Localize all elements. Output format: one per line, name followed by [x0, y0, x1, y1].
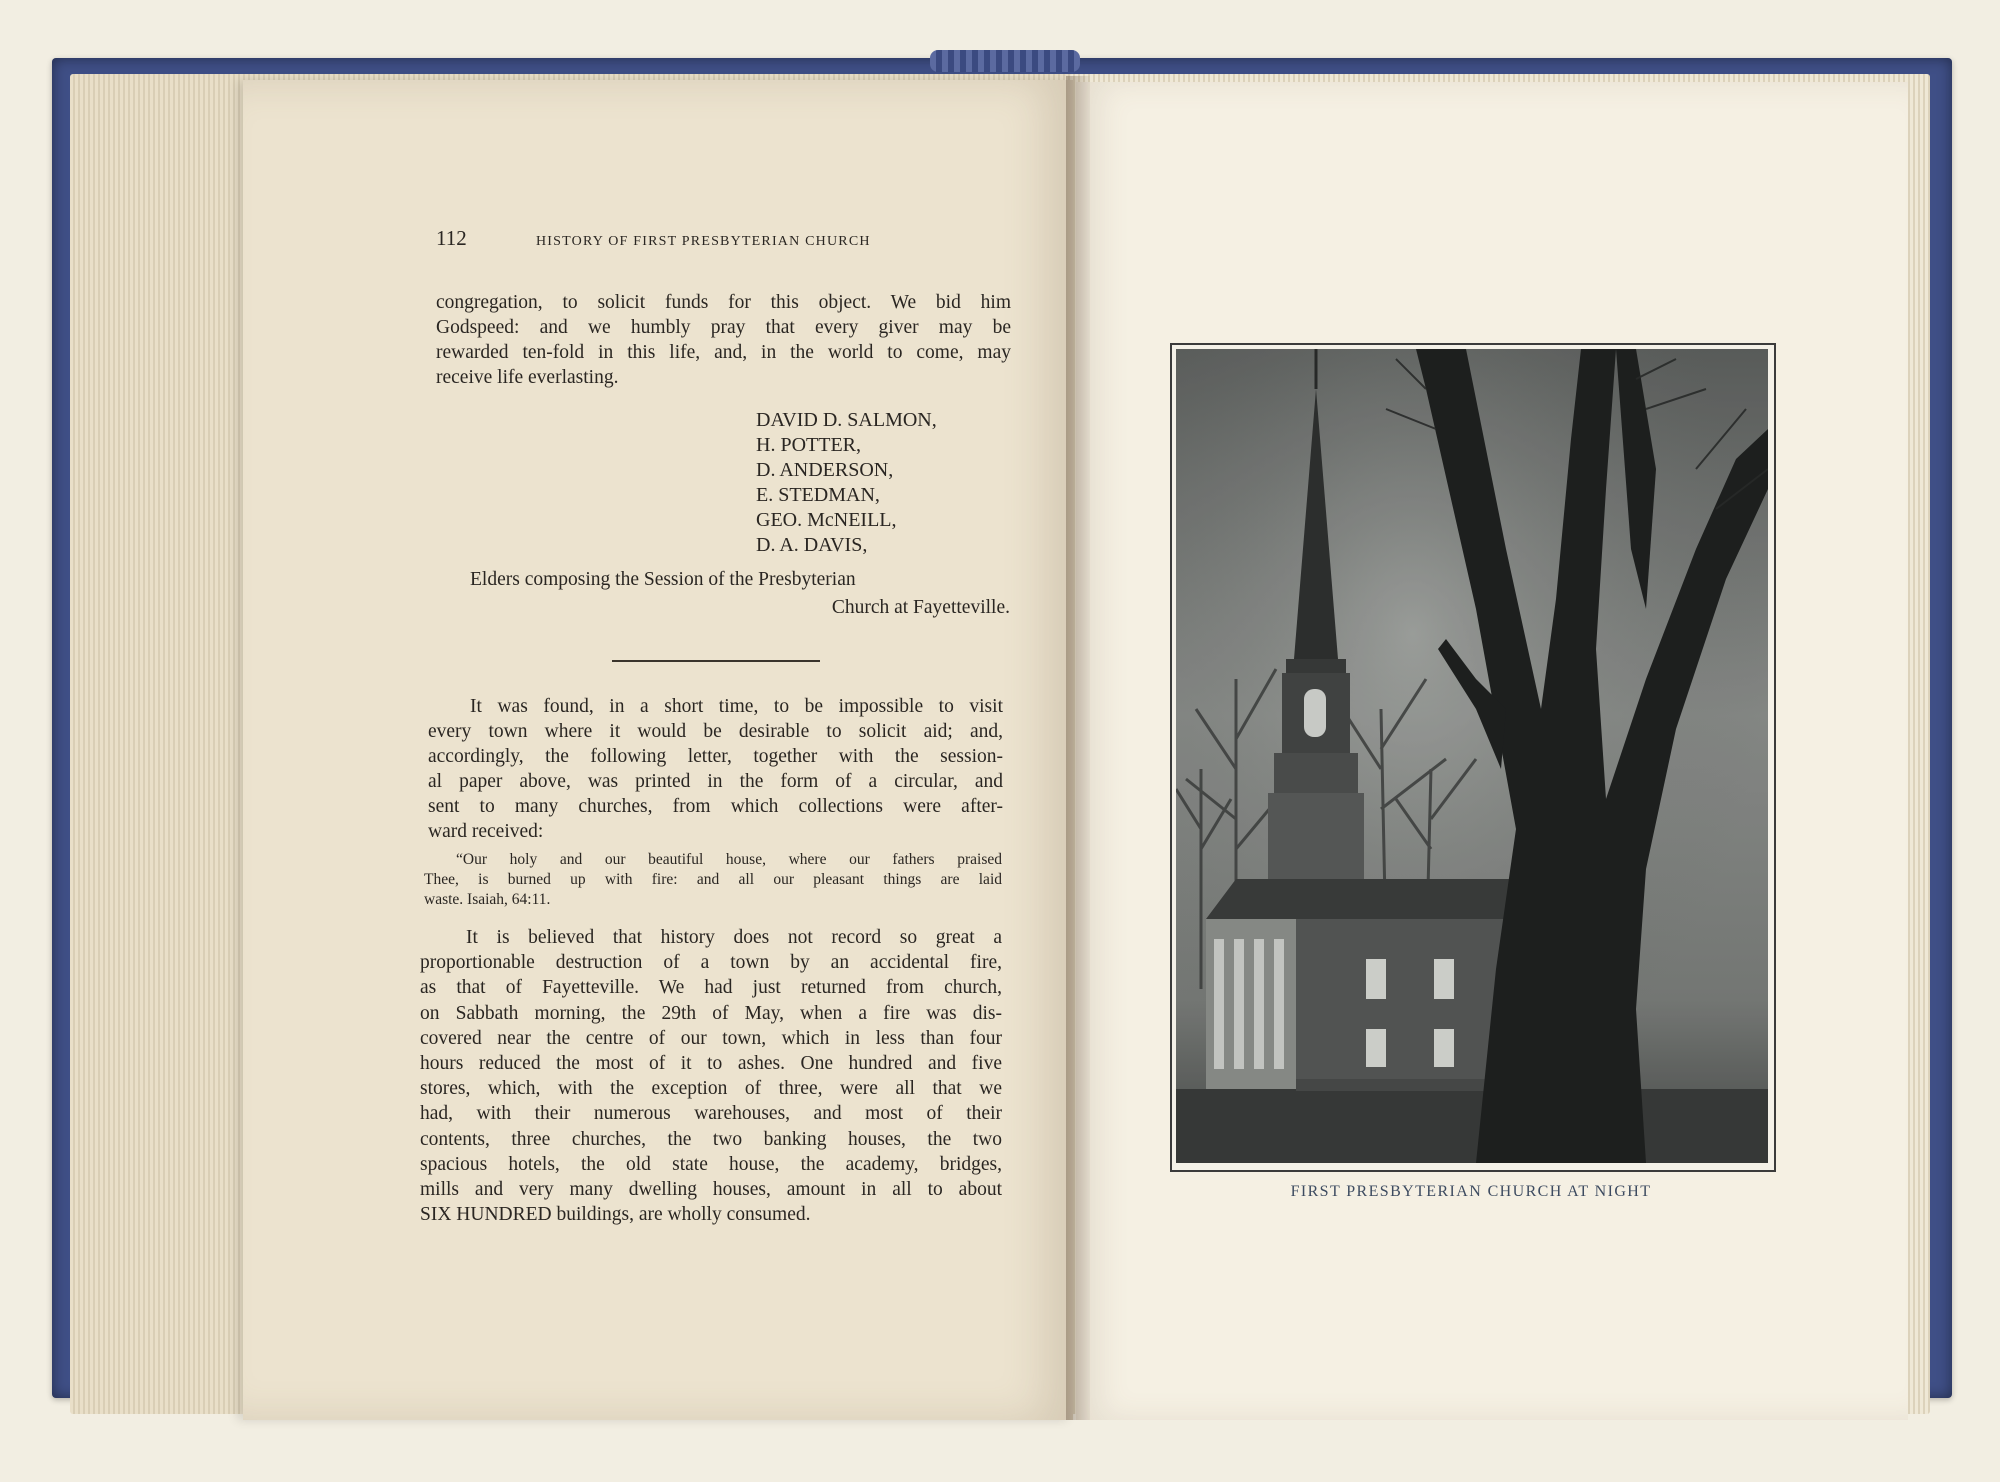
signature-list: [756, 408, 1016, 558]
text-line: covered near the centre of our town, which in less than four: [420, 1027, 1002, 1049]
text-line: Godspeed: and we humbly pray that every giver may be: [436, 317, 1011, 338]
signature-name: GEO. McNEILL,: [756, 509, 897, 531]
text-line: It was found, in a short time, to be impossible to visit: [470, 696, 1003, 717]
elders-line: Church at Fayetteville.: [831, 597, 1010, 618]
church-night-illustration: [1176, 349, 1768, 1163]
text-line: accordingly, the following letter, together with the session-: [428, 746, 1003, 767]
signature-name: DAVID D. SALMON,: [756, 409, 937, 431]
text-line: congregation, to solicit funds for this object. We bid him: [436, 292, 1011, 313]
elders-attribution: [470, 566, 1010, 622]
text-line: had, with their numerous warehouses, and most of their: [420, 1103, 1002, 1125]
text-line: ward received:: [428, 821, 544, 842]
page-number: 112: [436, 226, 467, 250]
elders-line: Elders composing the Session of the Presbyterian: [470, 569, 856, 590]
text-line: rewarded ten-fold in this life, and, in the world to come, may: [436, 342, 1011, 363]
text-line: proportionable destruction of a town by an accidental fire,: [420, 952, 1002, 974]
church-photograph: [1176, 349, 1768, 1163]
text-line: sent to many churches, from which collections were after-: [428, 796, 1003, 817]
signature-name: D. A. DAVIS,: [756, 534, 868, 556]
photo-caption: FIRST PRESBYTERIAN CHURCH AT NIGHT: [1290, 1183, 1652, 1200]
text-line: stores, which, with the exception of three, were all that we: [420, 1078, 1002, 1100]
text-line: mills and very many dwelling houses, amount in all to about: [420, 1179, 1002, 1201]
quote-line: waste. Isaiah, 64:11.: [424, 891, 551, 908]
text-line: as that of Fayetteville. We had just returned from church,: [420, 977, 1002, 999]
text-line: receive life everlasting.: [436, 367, 619, 388]
running-head: [436, 226, 956, 256]
signature-name: H. POTTER,: [756, 434, 861, 456]
signature-name: D. ANDERSON,: [756, 459, 894, 481]
text-line: every town where it would be desirable to solicit aid; and,: [428, 721, 1003, 742]
text-line: hours reduced the most of it to ashes. One hundred and five: [420, 1053, 1002, 1075]
section-divider: [612, 660, 820, 662]
fire-paragraph: [420, 925, 1002, 1227]
book-gutter: [1066, 76, 1090, 1420]
book-headband: [930, 50, 1080, 72]
opening-paragraph: [436, 290, 1011, 390]
text-line: contents, three churches, the two banking houses, the two: [420, 1128, 1002, 1150]
circular-paragraph: [428, 694, 1003, 844]
text-line: spacious hotels, the old state house, the academy, bridges,: [420, 1153, 1002, 1175]
scripture-quotation: [424, 850, 1002, 910]
running-title: HISTORY OF FIRST PRESBYTERIAN CHURCH: [536, 234, 871, 249]
text-line: SIX HUNDRED buildings, are wholly consumed.: [420, 1204, 811, 1226]
text-line: al paper above, was printed in the form of a circular, and: [428, 771, 1003, 792]
quote-line: “Our holy and our beautiful house, where our fathers praised: [456, 851, 1002, 868]
text-line: on Sabbath morning, the 29th of May, when a fire was dis-: [420, 1002, 1002, 1024]
signature-name: E. STEDMAN,: [756, 484, 880, 506]
text-line: It is believed that history does not record so great a: [466, 927, 1002, 948]
quote-line: Thee, is burned up with fire: and all our pleasant things are laid: [424, 871, 1002, 888]
